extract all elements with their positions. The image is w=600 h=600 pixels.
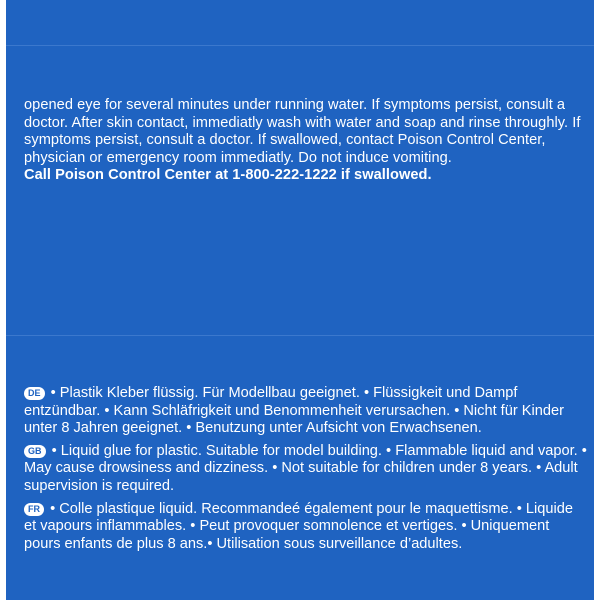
lang-text-gb: • Liquid glue for plastic. Suitable for model building. • Flammable liquid and vapor. • May cause drowsiness and dizziness. • Not suitable for children under 8 years. • Adult supervision is required. bbox=[24, 442, 587, 494]
lang-text-de: • Plastik Kleber flüssig. Für Modellbau geeignet. • Flüssigkeit und Dampf entzündbar. • Kann Schläfrigkeit und Benommenheit verursachen. • Nicht für Kinder unter 8 Jahren geeignet. • Benutzung unter Aufsicht von Erwachsenen. bbox=[24, 385, 564, 437]
fold-line-top bbox=[6, 45, 594, 46]
language-section bbox=[24, 385, 588, 558]
lang-block-fr bbox=[24, 501, 588, 554]
label-panel bbox=[6, 0, 594, 600]
language-badge-fr: FR bbox=[24, 503, 44, 516]
first-aid-warning bbox=[24, 97, 586, 185]
first-aid-text: opened eye for several minutes under running water. If symptoms persist, consult a doctor. After skin contact, immediatly wash with water and soap and rinse throughly. If symptoms persist, consult a doctor. If swallowed, contact Poison Control Center, physician or emergency room immediatly. Do not induce vomiting. bbox=[24, 97, 581, 166]
fold-line-middle bbox=[6, 335, 594, 336]
poison-control-callout: Call Poison Control Center at 1-800-222-1222 if swallowed. bbox=[24, 167, 432, 183]
language-badge-de: DE bbox=[24, 387, 45, 400]
lang-block-gb bbox=[24, 443, 588, 496]
lang-text-fr: • Colle plastique liquid. Recommandeé également pour le maquettisme. • Liquide et vapours inflammables. • Peut provoquer somnolence et vertiges. • Uniquement pours enfants de plus 8 ans.• Utilisation sous surveillance d’adultes. bbox=[24, 500, 573, 552]
language-badge-gb: GB bbox=[24, 445, 46, 458]
lang-block-de bbox=[24, 385, 588, 438]
